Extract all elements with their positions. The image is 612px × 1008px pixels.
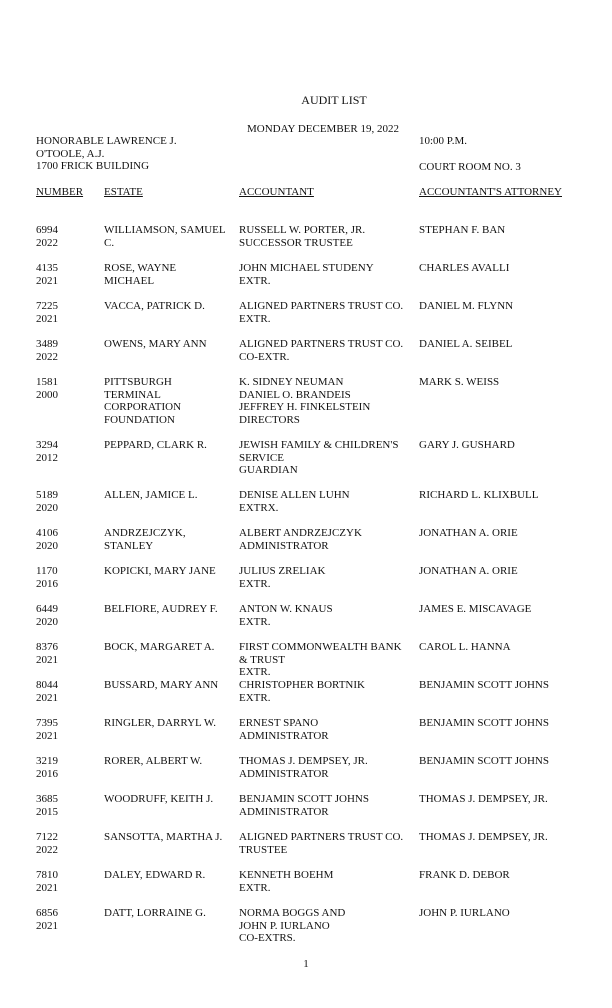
case-number: 6449 2020 (36, 603, 58, 628)
case-number: 4106 2020 (36, 527, 58, 552)
building-name: 1700 FRICK BUILDING (36, 160, 150, 173)
case-number: 3219 2016 (36, 755, 58, 780)
attorney-name: FRANK D. DEBOR (419, 869, 510, 881)
case-number: 8044 2021 (36, 679, 58, 704)
estate-name: WOODRUFF, KEITH J. (104, 793, 214, 805)
estate-name: ALLEN, JAMICE L. (104, 489, 198, 501)
estate-name: DALEY, EDWARD R. (104, 869, 206, 881)
estate-name: BELFIORE, AUDREY F. (104, 603, 218, 615)
judge-name (36, 135, 216, 173)
accountant-name: BENJAMIN SCOTT JOHNS ADMINISTRATOR (239, 793, 369, 818)
estate-name: ROSE, WAYNE MICHAEL (104, 262, 177, 287)
column-header-estate: ESTATE (104, 186, 143, 198)
page-number: 1 (303, 958, 309, 970)
accountant-name: ERNEST SPANO ADMINISTRATOR (239, 717, 329, 742)
page-title: AUDIT LIST (301, 93, 367, 107)
estate-name: WILLIAMSON, SAMUEL C. (104, 224, 226, 249)
attorney-name: JAMES E. MISCAVAGE (419, 603, 532, 615)
column-header-attorney: ACCOUNTANT'S ATTORNEY (419, 186, 562, 198)
attorney-name: GARY J. GUSHARD (419, 439, 515, 451)
accountant-name: FIRST COMMONWEALTH BANK & TRUST EXTR. (239, 641, 402, 679)
estate-name: OWENS, MARY ANN (104, 338, 207, 350)
case-number: 3489 2022 (36, 338, 58, 363)
accountant-name: K. SIDNEY NEUMAN DANIEL O. BRANDEIS JEFFREY H. FINKELSTEIN DIRECTORS (239, 376, 371, 426)
hearing-time: 10:00 P.M. (419, 135, 467, 147)
estate-name: DATT, LORRAINE G. (104, 907, 206, 919)
estate-name: RINGLER, DARRYL W. (104, 717, 217, 729)
accountant-name: DENISE ALLEN LUHN EXTRX. (239, 489, 350, 514)
attorney-name: BENJAMIN SCOTT JOHNS (419, 717, 549, 729)
case-number: 8376 2021 (36, 641, 58, 666)
case-number: 6994 2022 (36, 224, 58, 249)
accountant-name: THOMAS J. DEMPSEY, JR. ADMINISTRATOR (239, 755, 368, 780)
accountant-name: JULIUS ZRELIAK EXTR. (239, 565, 326, 590)
case-number: 7810 2021 (36, 869, 58, 894)
estate-name: SANSOTTA, MARTHA J. (104, 831, 223, 843)
estate-name: BOCK, MARGARET A. (104, 641, 215, 653)
attorney-name: THOMAS J. DEMPSEY, JR. (419, 831, 548, 843)
attorney-name: STEPHAN F. BAN (419, 224, 506, 236)
case-number: 5189 2020 (36, 489, 58, 514)
attorney-name: BENJAMIN SCOTT JOHNS (419, 679, 549, 691)
estate-name: RORER, ALBERT W. (104, 755, 203, 767)
accountant-name: ANTON W. KNAUS EXTR. (239, 603, 333, 628)
accountant-name: ALBERT ANDRZEJCZYK ADMINISTRATOR (239, 527, 362, 552)
case-number: 7122 2022 (36, 831, 58, 856)
estate-name: ANDRZEJCZYK, STANLEY (104, 527, 186, 552)
attorney-name: JONATHAN A. ORIE (419, 527, 518, 539)
column-header-number: NUMBER (36, 186, 84, 198)
attorney-name: MARK S. WEISS (419, 376, 500, 388)
case-number: 3685 2015 (36, 793, 58, 818)
case-number: 1581 2000 (36, 376, 58, 401)
attorney-name: JOHN P. IURLANO (419, 907, 510, 919)
attorney-name: DANIEL A. SEIBEL (419, 338, 513, 350)
hearing-date: MONDAY DECEMBER 19, 2022 (247, 123, 399, 135)
attorney-name: BENJAMIN SCOTT JOHNS (419, 755, 549, 767)
estate-name: PITTSBURGH TERMINAL CORPORATION FOUNDATION (104, 376, 182, 426)
accountant-name: JEWISH FAMILY & CHILDREN'S SERVICE GUARDIAN (239, 439, 399, 477)
case-number: 6856 2021 (36, 907, 58, 932)
court-room: COURT ROOM NO. 3 (419, 161, 521, 173)
case-number: 1170 2016 (36, 565, 58, 590)
accountant-name: ALIGNED PARTNERS TRUST CO. CO-EXTR. (239, 338, 404, 363)
case-number: 7395 2021 (36, 717, 58, 742)
accountant-name: ALIGNED PARTNERS TRUST CO. EXTR. (239, 300, 404, 325)
attorney-name: CAROL L. HANNA (419, 641, 511, 653)
case-number: 4135 2021 (36, 262, 58, 287)
attorney-name: CHARLES AVALLI (419, 262, 510, 274)
case-number: 3294 2012 (36, 439, 58, 464)
accountant-name: JOHN MICHAEL STUDENY EXTR. (239, 262, 374, 287)
column-header-accountant: ACCOUNTANT (239, 186, 314, 198)
accountant-name: ALIGNED PARTNERS TRUST CO. TRUSTEE (239, 831, 404, 856)
accountant-name: CHRISTOPHER BORTNIK EXTR. (239, 679, 365, 704)
estate-name: PEPPARD, CLARK R. (104, 439, 207, 451)
attorney-name: RICHARD L. KLIXBULL (419, 489, 539, 501)
estate-name: KOPICKI, MARY JANE (104, 565, 216, 577)
judge-name-text: HONORABLE LAWRENCE J. O'TOOLE, A.J. (36, 135, 177, 160)
estate-name: VACCA, PATRICK D. (104, 300, 205, 312)
attorney-name: DANIEL M. FLYNN (419, 300, 514, 312)
attorney-name: JONATHAN A. ORIE (419, 565, 518, 577)
estate-name: BUSSARD, MARY ANN (104, 679, 219, 691)
accountant-name: RUSSELL W. PORTER, JR. SUCCESSOR TRUSTEE (239, 224, 366, 249)
accountant-name: NORMA BOGGS AND JOHN P. IURLANO CO-EXTRS. (239, 907, 346, 945)
attorney-name: THOMAS J. DEMPSEY, JR. (419, 793, 548, 805)
case-number: 7225 2021 (36, 300, 58, 325)
accountant-name: KENNETH BOEHM EXTR. (239, 869, 334, 894)
